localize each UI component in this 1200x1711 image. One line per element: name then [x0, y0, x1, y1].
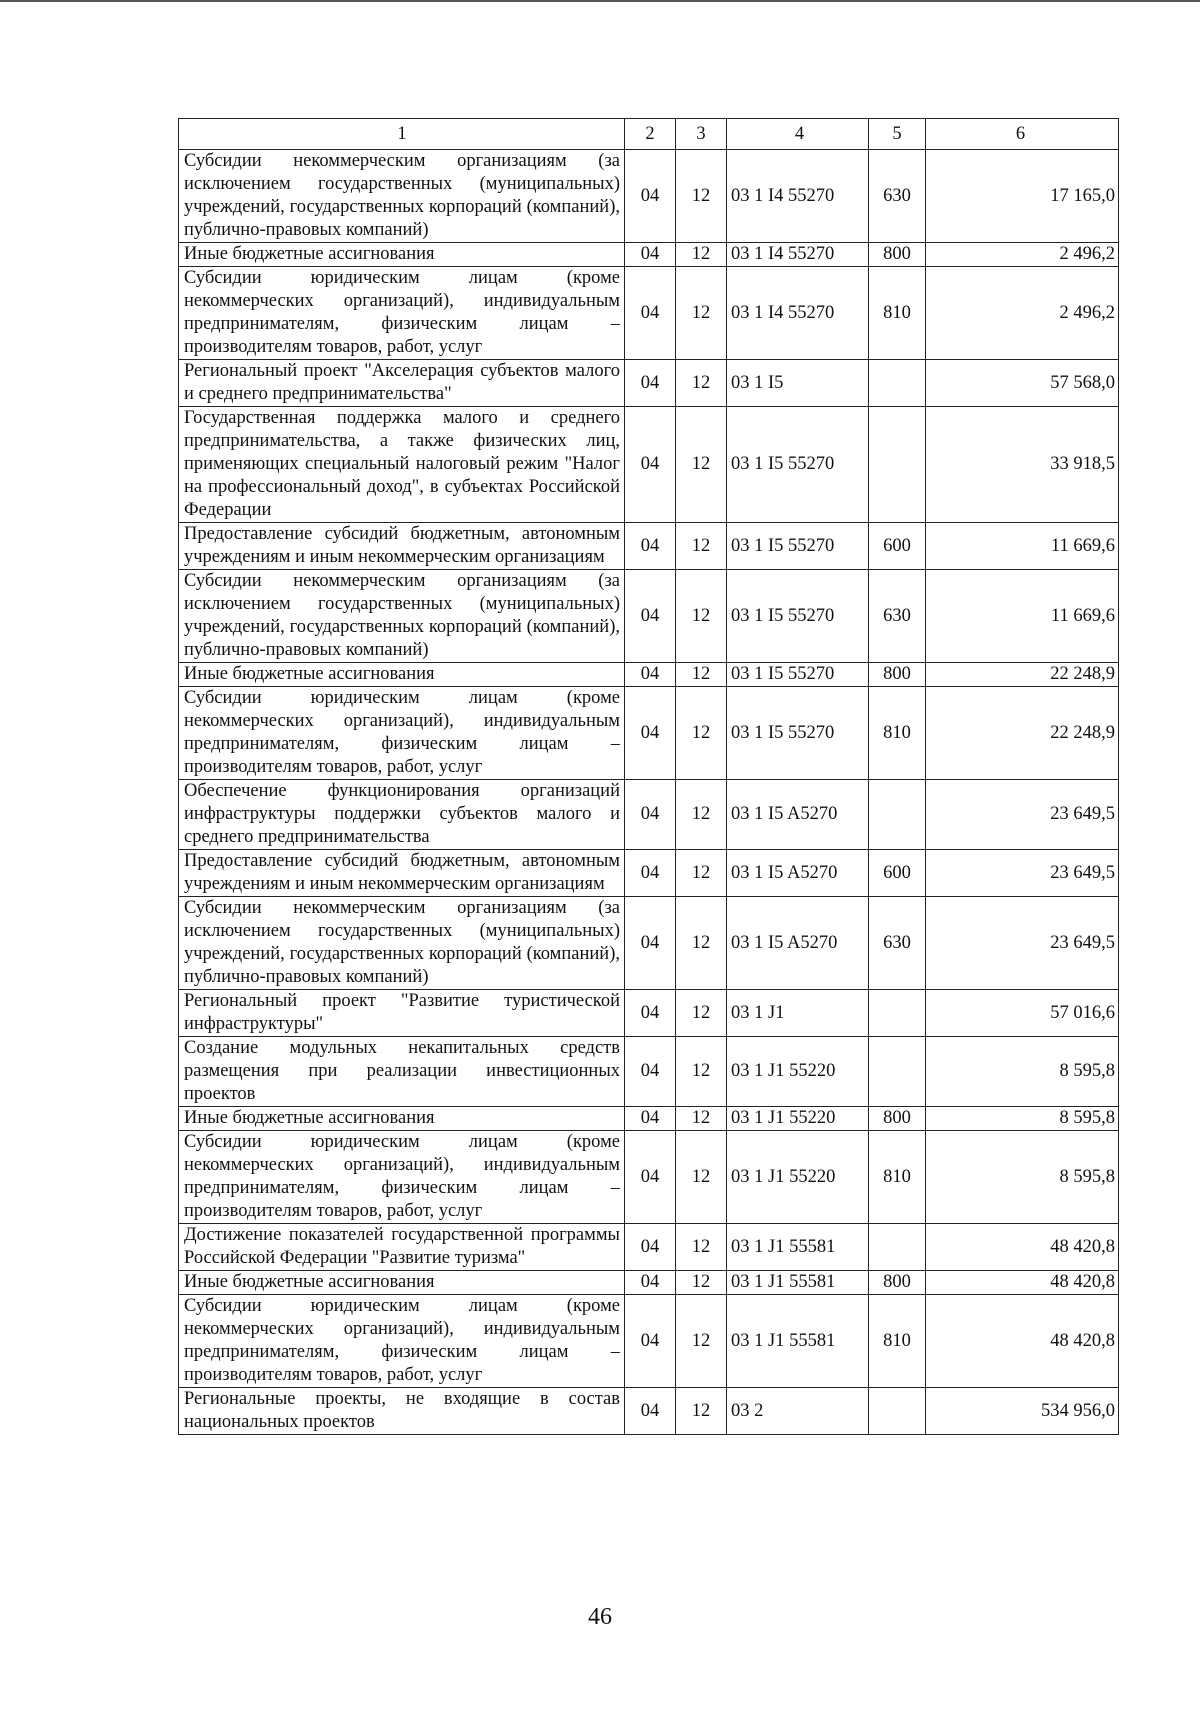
cell-name: Субсидии юридическим лицам (кроме некоммерческих организаций), индивидуальным предпринимателям, физическим лицам – производителям товаров, работ, услуг: [179, 1295, 625, 1388]
cell-name: Иные бюджетные ассигнования: [179, 663, 625, 687]
cell-name: Создание модульных некапитальных средств размещения при реализации инвестиционных проектов: [179, 1037, 625, 1107]
table-row: [179, 1224, 1119, 1271]
cell-subsection: 12: [676, 990, 727, 1037]
cell-expense-type: 810: [869, 687, 926, 780]
cell-subsection: 12: [676, 267, 727, 360]
cell-amount: 11 669,6: [926, 523, 1119, 570]
cell-section: 04: [625, 1224, 676, 1271]
cell-section: 04: [625, 1271, 676, 1295]
cell-name: Иные бюджетные ассигнования: [179, 243, 625, 267]
cell-target-article: 03 1 I5 55270: [727, 523, 869, 570]
cell-subsection: 12: [676, 1037, 727, 1107]
top-border-line: [0, 0, 1200, 2]
cell-expense-type: 800: [869, 1107, 926, 1131]
cell-section: 04: [625, 663, 676, 687]
table-row: [179, 570, 1119, 663]
cell-amount: 11 669,6: [926, 570, 1119, 663]
table-row: [179, 663, 1119, 687]
table-row: [179, 1131, 1119, 1224]
cell-amount: 22 248,9: [926, 687, 1119, 780]
header-col-6: 6: [926, 119, 1119, 150]
cell-target-article: 03 1 J1 55220: [727, 1037, 869, 1107]
cell-subsection: 12: [676, 897, 727, 990]
header-col-4: 4: [727, 119, 869, 150]
cell-amount: 22 248,9: [926, 663, 1119, 687]
cell-section: 04: [625, 1037, 676, 1107]
cell-target-article: 03 1 I5 55270: [727, 570, 869, 663]
cell-amount: 57 568,0: [926, 360, 1119, 407]
cell-name: Субсидии юридическим лицам (кроме некоммерческих организаций), индивидуальным предпринимателям, физическим лицам – производителям товаров, работ, услуг: [179, 267, 625, 360]
table-row: [179, 687, 1119, 780]
cell-expense-type: 630: [869, 570, 926, 663]
table-row: [179, 407, 1119, 523]
table-row: [179, 780, 1119, 850]
header-col-3: 3: [676, 119, 727, 150]
cell-expense-type: [869, 407, 926, 523]
cell-name: Предоставление субсидий бюджетным, автономным учреждениям и иным некоммерческим организациям: [179, 523, 625, 570]
cell-target-article: 03 1 I5 A5270: [727, 780, 869, 850]
cell-amount: 33 918,5: [926, 407, 1119, 523]
cell-amount: 8 595,8: [926, 1037, 1119, 1107]
cell-target-article: 03 1 J1 55581: [727, 1295, 869, 1388]
cell-amount: 17 165,0: [926, 150, 1119, 243]
cell-expense-type: [869, 1037, 926, 1107]
cell-section: 04: [625, 1295, 676, 1388]
cell-section: 04: [625, 897, 676, 990]
cell-expense-type: 600: [869, 850, 926, 897]
cell-subsection: 12: [676, 570, 727, 663]
cell-section: 04: [625, 990, 676, 1037]
table-row: [179, 850, 1119, 897]
cell-section: 04: [625, 687, 676, 780]
cell-amount: 8 595,8: [926, 1107, 1119, 1131]
cell-expense-type: 800: [869, 243, 926, 267]
table-row: [179, 897, 1119, 990]
cell-name: Региональные проекты, не входящие в состав национальных проектов: [179, 1388, 625, 1435]
cell-section: 04: [625, 780, 676, 850]
cell-name: Субсидии юридическим лицам (кроме некоммерческих организаций), индивидуальным предпринимателям, физическим лицам – производителям товаров, работ, услуг: [179, 1131, 625, 1224]
cell-name: Предоставление субсидий бюджетным, автономным учреждениям и иным некоммерческим организациям: [179, 850, 625, 897]
cell-target-article: 03 1 I5 A5270: [727, 897, 869, 990]
cell-name: Государственная поддержка малого и среднего предпринимательства, а также физических лиц, применяющих специальный налоговый режим "Налог на профессиональный доход", в субъектах Российской Федерации: [179, 407, 625, 523]
cell-name: Региональный проект "Акселерация субъектов малого и среднего предпринимательства": [179, 360, 625, 407]
cell-subsection: 12: [676, 407, 727, 523]
budget-table: [178, 118, 1119, 1435]
cell-subsection: 12: [676, 1271, 727, 1295]
cell-subsection: 12: [676, 150, 727, 243]
cell-subsection: 12: [676, 663, 727, 687]
cell-expense-type: 600: [869, 523, 926, 570]
cell-name: Иные бюджетные ассигнования: [179, 1107, 625, 1131]
cell-section: 04: [625, 150, 676, 243]
cell-amount: 48 420,8: [926, 1224, 1119, 1271]
cell-subsection: 12: [676, 360, 727, 407]
cell-expense-type: [869, 780, 926, 850]
cell-target-article: 03 1 I4 55270: [727, 150, 869, 243]
cell-subsection: 12: [676, 1295, 727, 1388]
cell-expense-type: 810: [869, 1131, 926, 1224]
cell-target-article: 03 2: [727, 1388, 869, 1435]
cell-name: Иные бюджетные ассигнования: [179, 1271, 625, 1295]
cell-amount: 2 496,2: [926, 243, 1119, 267]
cell-expense-type: [869, 1224, 926, 1271]
cell-target-article: 03 1 J1 55581: [727, 1224, 869, 1271]
table-header-row: [179, 119, 1119, 150]
cell-expense-type: 810: [869, 267, 926, 360]
cell-target-article: 03 1 I5: [727, 360, 869, 407]
cell-subsection: 12: [676, 1107, 727, 1131]
table-row: [179, 523, 1119, 570]
cell-subsection: 12: [676, 850, 727, 897]
cell-expense-type: [869, 990, 926, 1037]
budget-table-body: [179, 119, 1119, 1435]
table-row: [179, 1037, 1119, 1107]
page-number: 46: [588, 1604, 612, 1630]
cell-expense-type: [869, 1388, 926, 1435]
cell-section: 04: [625, 1107, 676, 1131]
table-row: [179, 1295, 1119, 1388]
table-row: [179, 267, 1119, 360]
cell-section: 04: [625, 407, 676, 523]
cell-subsection: 12: [676, 243, 727, 267]
cell-expense-type: 800: [869, 663, 926, 687]
cell-target-article: 03 1 J1 55581: [727, 1271, 869, 1295]
cell-section: 04: [625, 570, 676, 663]
cell-name: Обеспечение функционирования организаций инфраструктуры поддержки субъектов малого и среднего предпринимательства: [179, 780, 625, 850]
cell-amount: 2 496,2: [926, 267, 1119, 360]
table-row: [179, 360, 1119, 407]
table-row: [179, 150, 1119, 243]
cell-expense-type: 810: [869, 1295, 926, 1388]
cell-expense-type: 630: [869, 897, 926, 990]
cell-name: Субсидии юридическим лицам (кроме некоммерческих организаций), индивидуальным предпринимателям, физическим лицам – производителям товаров, работ, услуг: [179, 687, 625, 780]
cell-target-article: 03 1 I4 55270: [727, 243, 869, 267]
cell-target-article: 03 1 I5 55270: [727, 663, 869, 687]
cell-amount: 48 420,8: [926, 1271, 1119, 1295]
cell-subsection: 12: [676, 1388, 727, 1435]
cell-subsection: 12: [676, 1224, 727, 1271]
cell-subsection: 12: [676, 687, 727, 780]
cell-target-article: 03 1 I5 55270: [727, 407, 869, 523]
cell-target-article: 03 1 I5 A5270: [727, 850, 869, 897]
cell-amount: 23 649,5: [926, 780, 1119, 850]
cell-target-article: 03 1 J1: [727, 990, 869, 1037]
cell-name: Достижение показателей государственной программы Российской Федерации "Развитие туризма": [179, 1224, 625, 1271]
table-row: [179, 243, 1119, 267]
cell-target-article: 03 1 J1 55220: [727, 1107, 869, 1131]
cell-amount: 23 649,5: [926, 850, 1119, 897]
cell-section: 04: [625, 1388, 676, 1435]
table-row: [179, 990, 1119, 1037]
cell-name: Субсидии некоммерческим организациям (за исключением государственных (муниципальных) учреждений, государственных корпораций (компаний), публично-правовых компаний): [179, 150, 625, 243]
cell-amount: 8 595,8: [926, 1131, 1119, 1224]
cell-section: 04: [625, 360, 676, 407]
cell-subsection: 12: [676, 1131, 727, 1224]
cell-expense-type: [869, 360, 926, 407]
cell-section: 04: [625, 850, 676, 897]
cell-amount: 57 016,6: [926, 990, 1119, 1037]
cell-subsection: 12: [676, 780, 727, 850]
cell-target-article: 03 1 I5 55270: [727, 687, 869, 780]
cell-name: Субсидии некоммерческим организациям (за исключением государственных (муниципальных) учреждений, государственных корпораций (компаний), публично-правовых компаний): [179, 570, 625, 663]
cell-section: 04: [625, 523, 676, 570]
cell-section: 04: [625, 243, 676, 267]
table-row: [179, 1271, 1119, 1295]
cell-amount: 534 956,0: [926, 1388, 1119, 1435]
table-row: [179, 1388, 1119, 1435]
cell-amount: 48 420,8: [926, 1295, 1119, 1388]
header-col-5: 5: [869, 119, 926, 150]
table-row: [179, 1107, 1119, 1131]
cell-expense-type: 800: [869, 1271, 926, 1295]
budget-table-container: [178, 118, 1119, 1435]
header-col-1: 1: [179, 119, 625, 150]
cell-section: 04: [625, 1131, 676, 1224]
cell-target-article: 03 1 I4 55270: [727, 267, 869, 360]
cell-target-article: 03 1 J1 55220: [727, 1131, 869, 1224]
cell-amount: 23 649,5: [926, 897, 1119, 990]
cell-subsection: 12: [676, 523, 727, 570]
cell-name: Субсидии некоммерческим организациям (за исключением государственных (муниципальных) учреждений, государственных корпораций (компаний), публично-правовых компаний): [179, 897, 625, 990]
cell-section: 04: [625, 267, 676, 360]
cell-name: Региональный проект "Развитие туристической инфраструктуры": [179, 990, 625, 1037]
cell-expense-type: 630: [869, 150, 926, 243]
header-col-2: 2: [625, 119, 676, 150]
